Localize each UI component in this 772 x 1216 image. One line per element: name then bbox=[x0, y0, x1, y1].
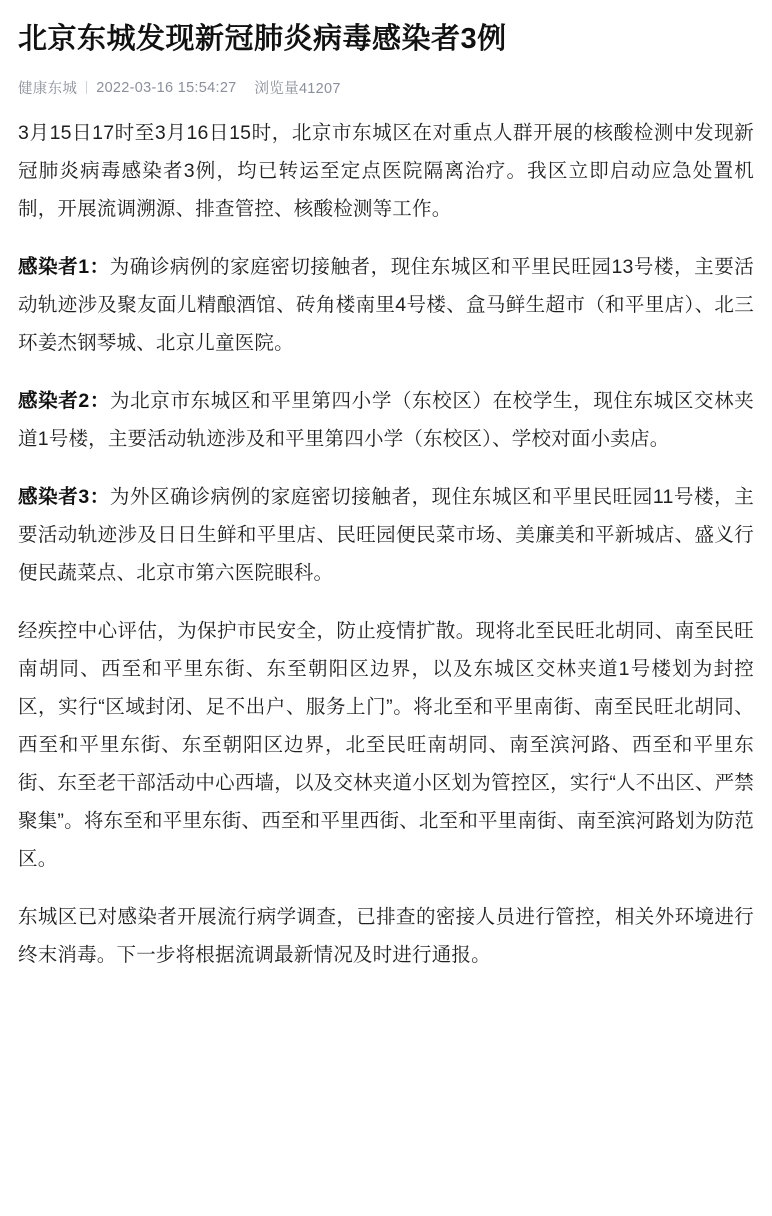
paragraph-control-zones bbox=[18, 612, 754, 878]
paragraph-case-2 bbox=[18, 382, 754, 458]
paragraph-label: 感染者3： bbox=[18, 486, 110, 509]
meta-divider bbox=[86, 81, 87, 94]
paragraph-text: 经疾控中心评估，为保护市民安全，防止疫情扩散。现将北至民旺北胡同、南至民旺南胡同、西至和平里东街、东至朝阳区边界，以及东城区交林夹道1号楼划为封控区，实行“区域封闭、足不出户、服务上门”。将北至和平里南街、南至民旺北胡同、西至和平里东街、东至朝阳区边界，北至民旺南胡同、南至滨河路、西至和平里东街、东至老干部活动中心西墙，以及交林夹道小区划为管控区，实行“人不出区、严禁聚集”。将东至和平里东街、西至和平里西街、北至和平里南街、南至滨河路划为防范区。 bbox=[18, 620, 754, 871]
paragraph-text: 为外区确诊病例的家庭密切接触者，现住东城区和平里民旺园11号楼，主要活动轨迹涉及日日生鲜和平里店、民旺园便民菜市场、美廉美和平新城店、盛义行便民蔬菜点、北京市第六医院眼科。 bbox=[18, 486, 754, 585]
paragraph-text: 3月15日17时至3月16日15时，北京市东城区在对重点人群开展的核酸检测中发现新冠肺炎病毒感染者3例，均已转运至定点医院隔离治疗。我区立即启动应急处置机制，开展流调溯源、排查管控、核酸检测等工作。 bbox=[18, 122, 754, 221]
paragraph-followup bbox=[18, 898, 754, 974]
article-timestamp: 2022-03-16 15:54:27 bbox=[96, 79, 237, 96]
paragraph-case-1 bbox=[18, 248, 754, 362]
paragraph-intro bbox=[18, 114, 754, 228]
page-title: 北京东城发现新冠肺炎病毒感染者3例 bbox=[18, 23, 507, 55]
paragraph-label: 感染者1： bbox=[18, 256, 110, 279]
paragraph-case-3 bbox=[18, 478, 754, 592]
article-meta bbox=[18, 77, 754, 98]
article-source: 健康东城 bbox=[18, 81, 78, 98]
paragraph-text: 为北京市东城区和平里第四小学（东校区）在校学生，现住东城区交林夹道1号楼，主要活动轨迹涉及和平里第四小学（东校区）、学校对面小卖店。 bbox=[18, 390, 754, 451]
paragraph-text: 东城区已对感染者开展流行病学调查，已排查的密接人员进行管控，相关外环境进行终末消毒。下一步将根据流调最新情况及时进行通报。 bbox=[18, 906, 754, 967]
paragraph-label: 感染者2： bbox=[18, 390, 111, 413]
article-view-count: 浏览量41207 bbox=[254, 81, 341, 98]
paragraph-text: 为确诊病例的家庭密切接触者，现住东城区和平里民旺园13号楼，主要活动轨迹涉及聚友面儿精酿酒馆、砖角楼南里4号楼、盒马鲜生超市（和平里店）、北三环姜杰钢琴城、北京儿童医院。 bbox=[18, 256, 754, 355]
